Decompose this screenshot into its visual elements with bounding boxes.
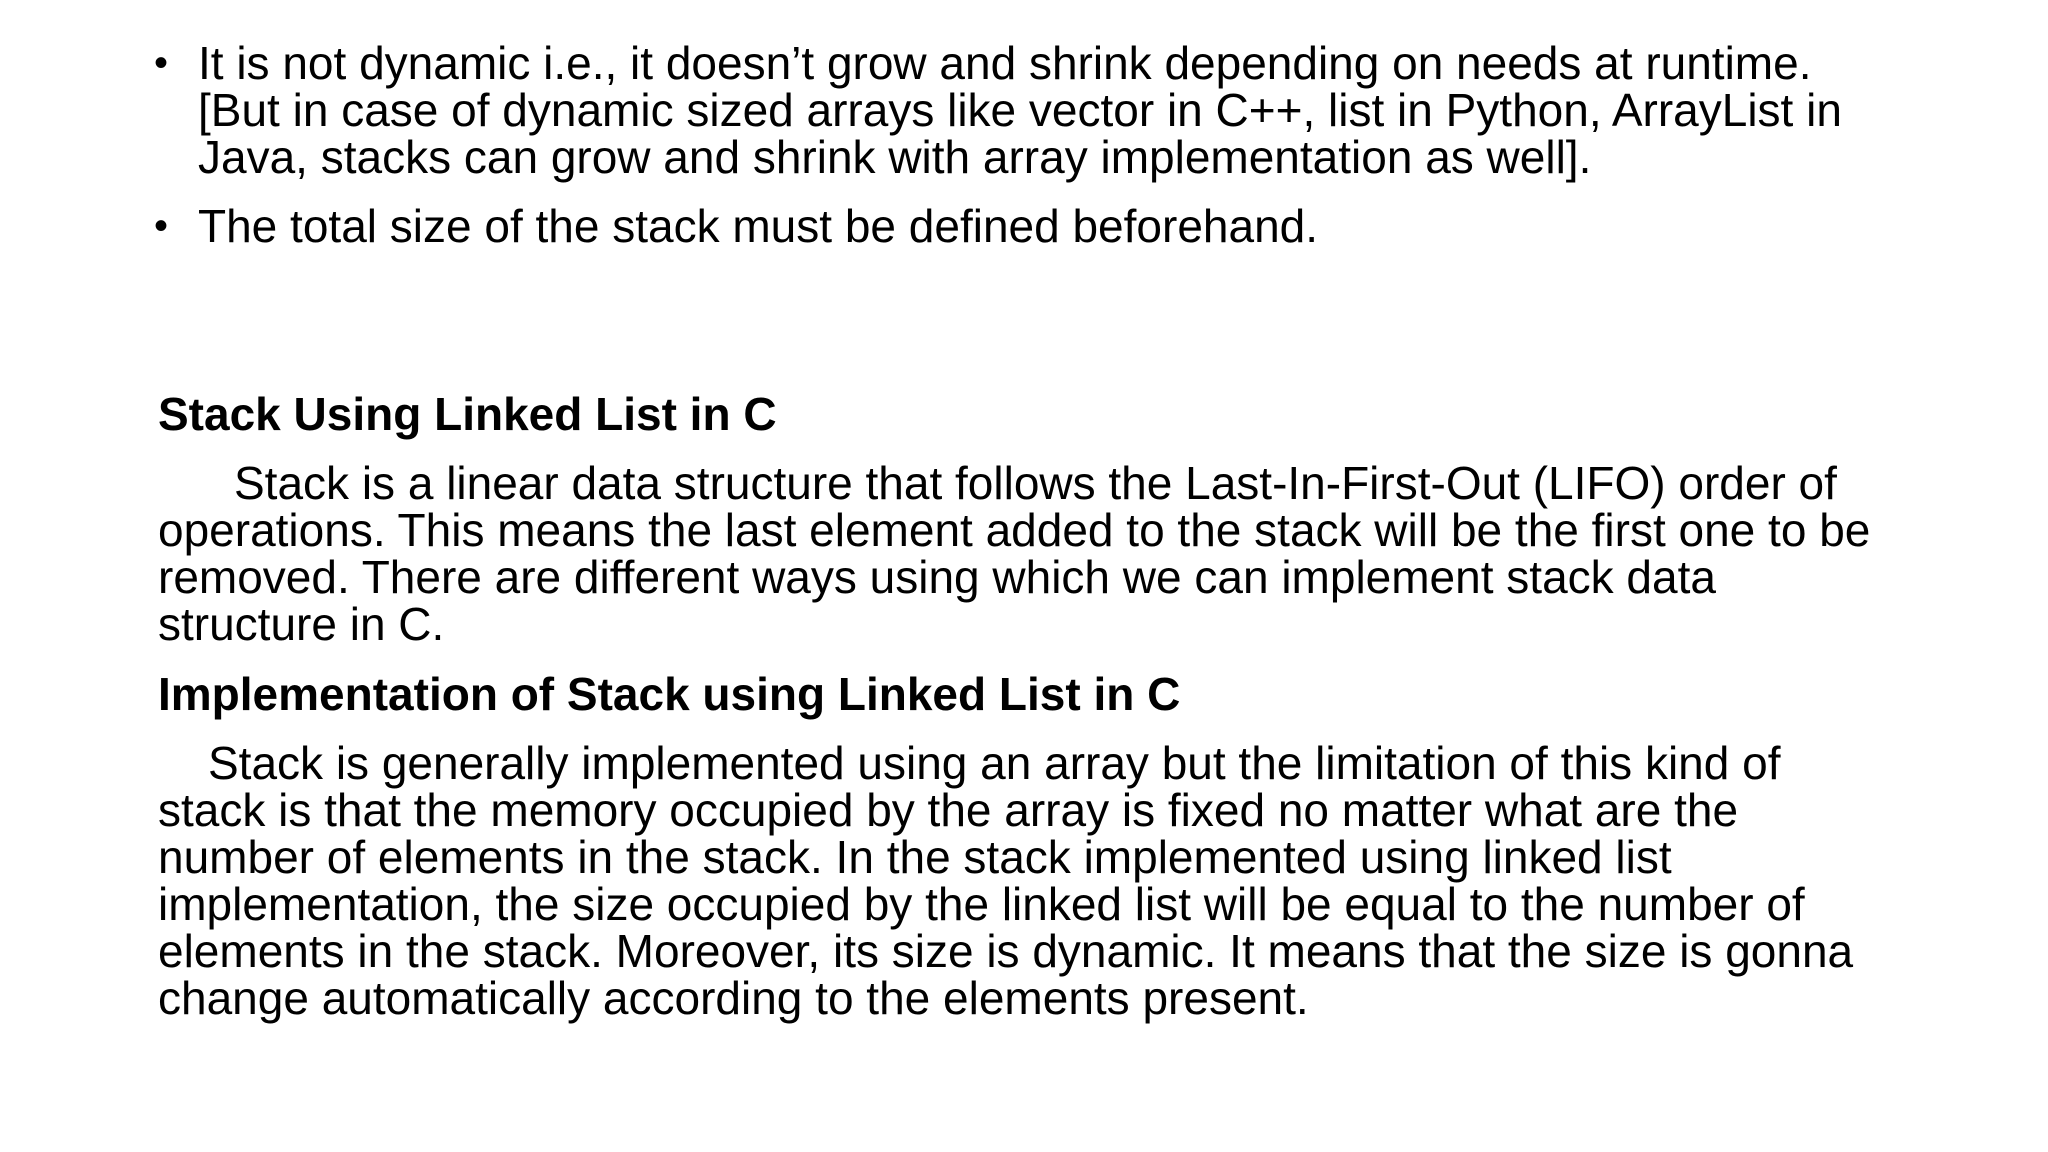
section-paragraph-implementation: Stack is generally implemented using an array but the limitation of this kind of stack is that the memory occupied by the array is fixed no matter what are the number of elements in the stack. In the stack implemented using linked list implementation, the size occupied by the linked list will be equal to the number of elements in the stack. Moreover, its size is dynamic. It means that the size is gonna change automatically according to the elements present. bbox=[158, 737, 1854, 1024]
bullet-icon: • bbox=[154, 41, 169, 85]
section-paragraph-stack-intro: Stack is a linear data structure that follows the Last-In-First-Out (LIFO) order of operations. This means the last element added to the stack will be the first one to be removed. There are different ways using which we can implement stack data structure in C. bbox=[158, 457, 1871, 650]
bullet-icon: • bbox=[154, 204, 169, 248]
bullet-text: It is not dynamic i.e., it doesn’t grow and shrink depending on needs at runtime. [But in case of dynamic sized arrays like vector in C++, list in Python, ArrayList in Java, stacks can grow and shrink with array implementation as well]. bbox=[198, 37, 1842, 183]
bullet-item bbox=[150, 37, 1870, 183]
bullet-text: The total size of the stack must be defined beforehand. bbox=[198, 200, 1319, 252]
section-heading-stack-linked-list: Stack Using Linked List in C bbox=[158, 388, 777, 440]
bullet-item bbox=[150, 200, 1870, 252]
section-heading-implementation: Implementation of Stack using Linked List in C bbox=[158, 668, 1181, 720]
bullet-list bbox=[150, 37, 1870, 272]
